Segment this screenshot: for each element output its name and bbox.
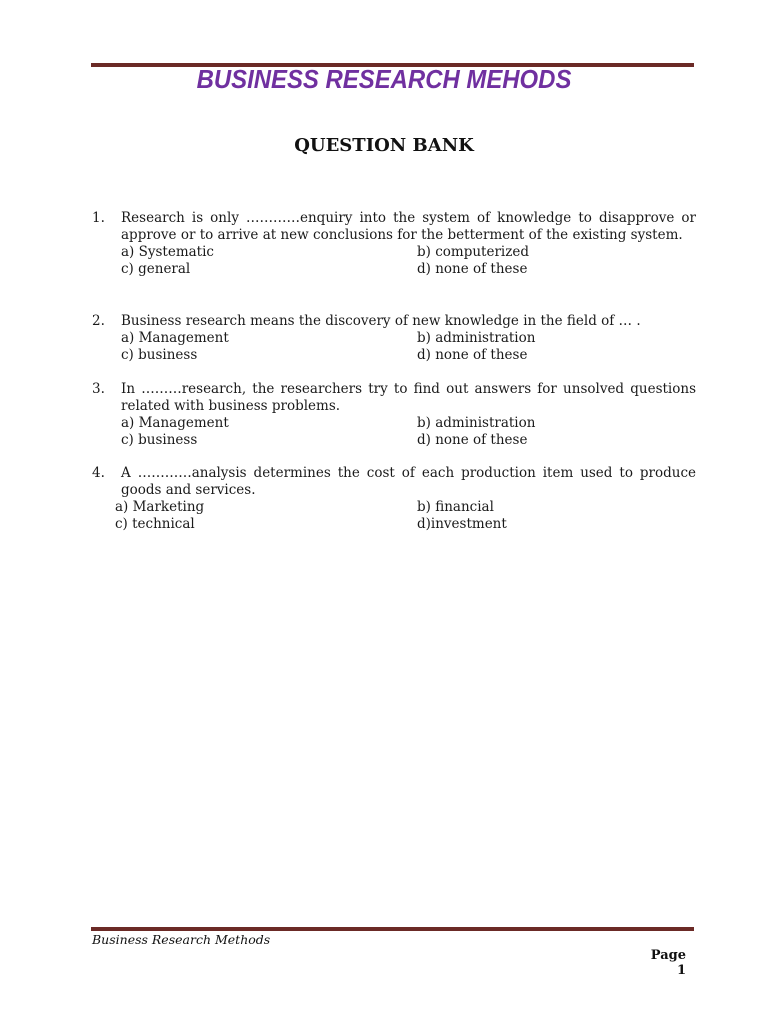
option-c: c) general — [121, 261, 191, 277]
option-d: d) none of these — [417, 432, 528, 448]
option-c: c) technical — [115, 516, 195, 532]
options-list — [92, 244, 696, 278]
option-b: b) administration — [417, 415, 536, 431]
option-a: a) Marketing — [115, 499, 205, 515]
option-d: d) none of these — [417, 261, 528, 277]
option-a: a) Management — [121, 415, 229, 431]
document-header-title: BUSINESS RESEARCH MEHODS — [196, 64, 572, 94]
option-a: a) Systematic — [121, 244, 214, 260]
question-number: 3. — [92, 381, 105, 397]
question-3 — [92, 381, 696, 449]
option-d: d) none of these — [417, 347, 528, 363]
option-b: b) administration — [417, 330, 536, 346]
option-d: d)investment — [417, 516, 507, 532]
option-c: c) business — [121, 432, 198, 448]
question-number: 2. — [92, 313, 105, 329]
option-c: c) business — [121, 347, 198, 363]
options-list — [92, 415, 696, 449]
options-list — [92, 330, 696, 364]
question-4 — [92, 465, 696, 533]
question-2 — [92, 313, 696, 364]
question-number: 1. — [92, 210, 105, 226]
question-number: 4. — [92, 465, 105, 481]
question-1 — [92, 210, 696, 278]
option-b: b) financial — [417, 499, 494, 515]
option-b: b) computerized — [417, 244, 529, 260]
page-number: Page 1 — [650, 948, 686, 978]
page-title: QUESTION BANK — [294, 135, 474, 156]
footer-document-name: Business Research Methods — [92, 932, 271, 947]
question-text: A …………analysis determines the cost of each production item used to produce goods and services. — [121, 465, 696, 498]
question-text: In ………research, the researchers try to find out answers for unsolved questions related with business problems. — [121, 381, 696, 414]
option-a: a) Management — [121, 330, 229, 346]
footer-rule — [91, 927, 694, 931]
question-text: Business research means the discovery of new knowledge in the field of … . — [121, 313, 641, 329]
question-text: Research is only …………enquiry into the system of knowledge to disapprove or approve or to arrive at new conclusions for the betterment of the existing system. — [121, 210, 696, 243]
options-list — [92, 499, 696, 533]
